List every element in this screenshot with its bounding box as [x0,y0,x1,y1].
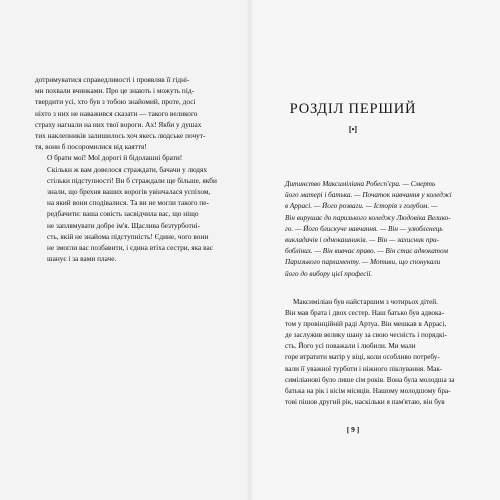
text-line: стільки підступності! Ви б страждали ще більше, якби [47,175,217,185]
book-gutter [246,0,254,500]
text-line: тих наклепників залишилось хоч якесь людське почут- [35,131,206,141]
left-page-text [35,74,227,264]
abstract-line: Дитинство Максиміліана Робесп'єра. — Смерть [285,180,436,188]
text-line: на який вони сподівалися. Та ви не могли такого пе- [47,198,209,208]
abstract-line: Він вирушає до паризького коледжу Людовіка Велико- [285,213,451,222]
text-line: симіліанові було лише сім років. Вона була молодша за [285,375,455,384]
text-line: де заслужив велику шану за свою чесність і порядкі- [285,331,447,340]
text-line: Він мав брата і двох сестер. Наш батько був адвока- [285,309,444,318]
page-number: [ 9 ] [346,425,360,434]
paragraph-1 [35,74,227,152]
text-line: твердити усі, хто був з тобою знайомий, проте, досі [35,97,196,107]
abstract-line: його до вибору цієї професії. [285,269,373,278]
text-line: шанує і за вами плаче. [47,254,117,264]
text-line: дотримуватися справедливості і проявляв її гідні- [35,75,190,84]
abstract-line: бобліних. — Він вивчає право. — Він стає адвокатом [285,247,448,256]
text-line: тя, вони б посоромилися від каяття! [35,142,147,152]
text-line: не заплямувати добре ім'я. Щаслива безтурботні- [47,220,201,230]
abstract-line: в Аррасі. — Його розваги. — Історія з голубом. — [285,202,438,211]
abstract-line: його матері і батька. — Початок навчання у коледжі [285,191,452,200]
chapter-number: [•] [348,125,358,134]
text-line: О брати мої! Мої дорогі й бідолашні брати! [47,153,183,163]
text-line: страху нагнали на них твої вороги. Ах! Якби у душах [35,119,202,129]
text-line: знали, що брехня ваших ворогів увінчалася успіхом, [47,187,211,197]
text-line: тові пішов другий рік, наскільки я пам'ятаю, він був [285,397,445,406]
chapter-title: РОЗДІЛ ПЕРШИЙ [289,100,417,117]
text-line: батька на рік і вісім місяців. Нашому молодшому бра- [285,386,451,395]
chapter-abstract [285,179,451,280]
text-line: ми похвали вчинками. Про це знають і можуть під- [35,86,195,96]
text-line: Скільки ж вам довелося страждати, бачачи у людях [47,164,208,174]
text-line: ніхто з них не наважився сказати — такого великого [35,108,198,118]
chapter-body-text [285,297,455,408]
abstract-line: Паризького парламенту. — Мотиви, що спонукали [285,258,441,267]
text-line: вали її уважної турботи і ніжного піклування. Мак- [285,364,443,373]
paragraph-2 [35,152,227,264]
text-line: не змогли вас позбавити, і єдина втіха сестри, яка вас [47,243,213,253]
abstract-line: викладачів і однокашників. — Він — захисник при- [285,236,440,245]
text-line: сть, якій не знайома підступність! Єдине, чого вони [47,231,209,241]
text-line: сть. Його усі поважали і любили. Ми мали [285,342,416,351]
abstract-line: го. — Його блискуче навчання. — Він — улюбленець [285,224,443,233]
text-line: Максиміліан був найстаршим з чотирьох дітей. [293,298,438,306]
text-line: том у провінційній раді Артуа. Він мешкав в Аррасі, [285,320,447,329]
text-line: редбачити: ваша совість засвідчила вас, що ніщо [47,209,199,219]
text-line: горе втратити матір у віці, коли особливо потребу- [285,353,440,362]
